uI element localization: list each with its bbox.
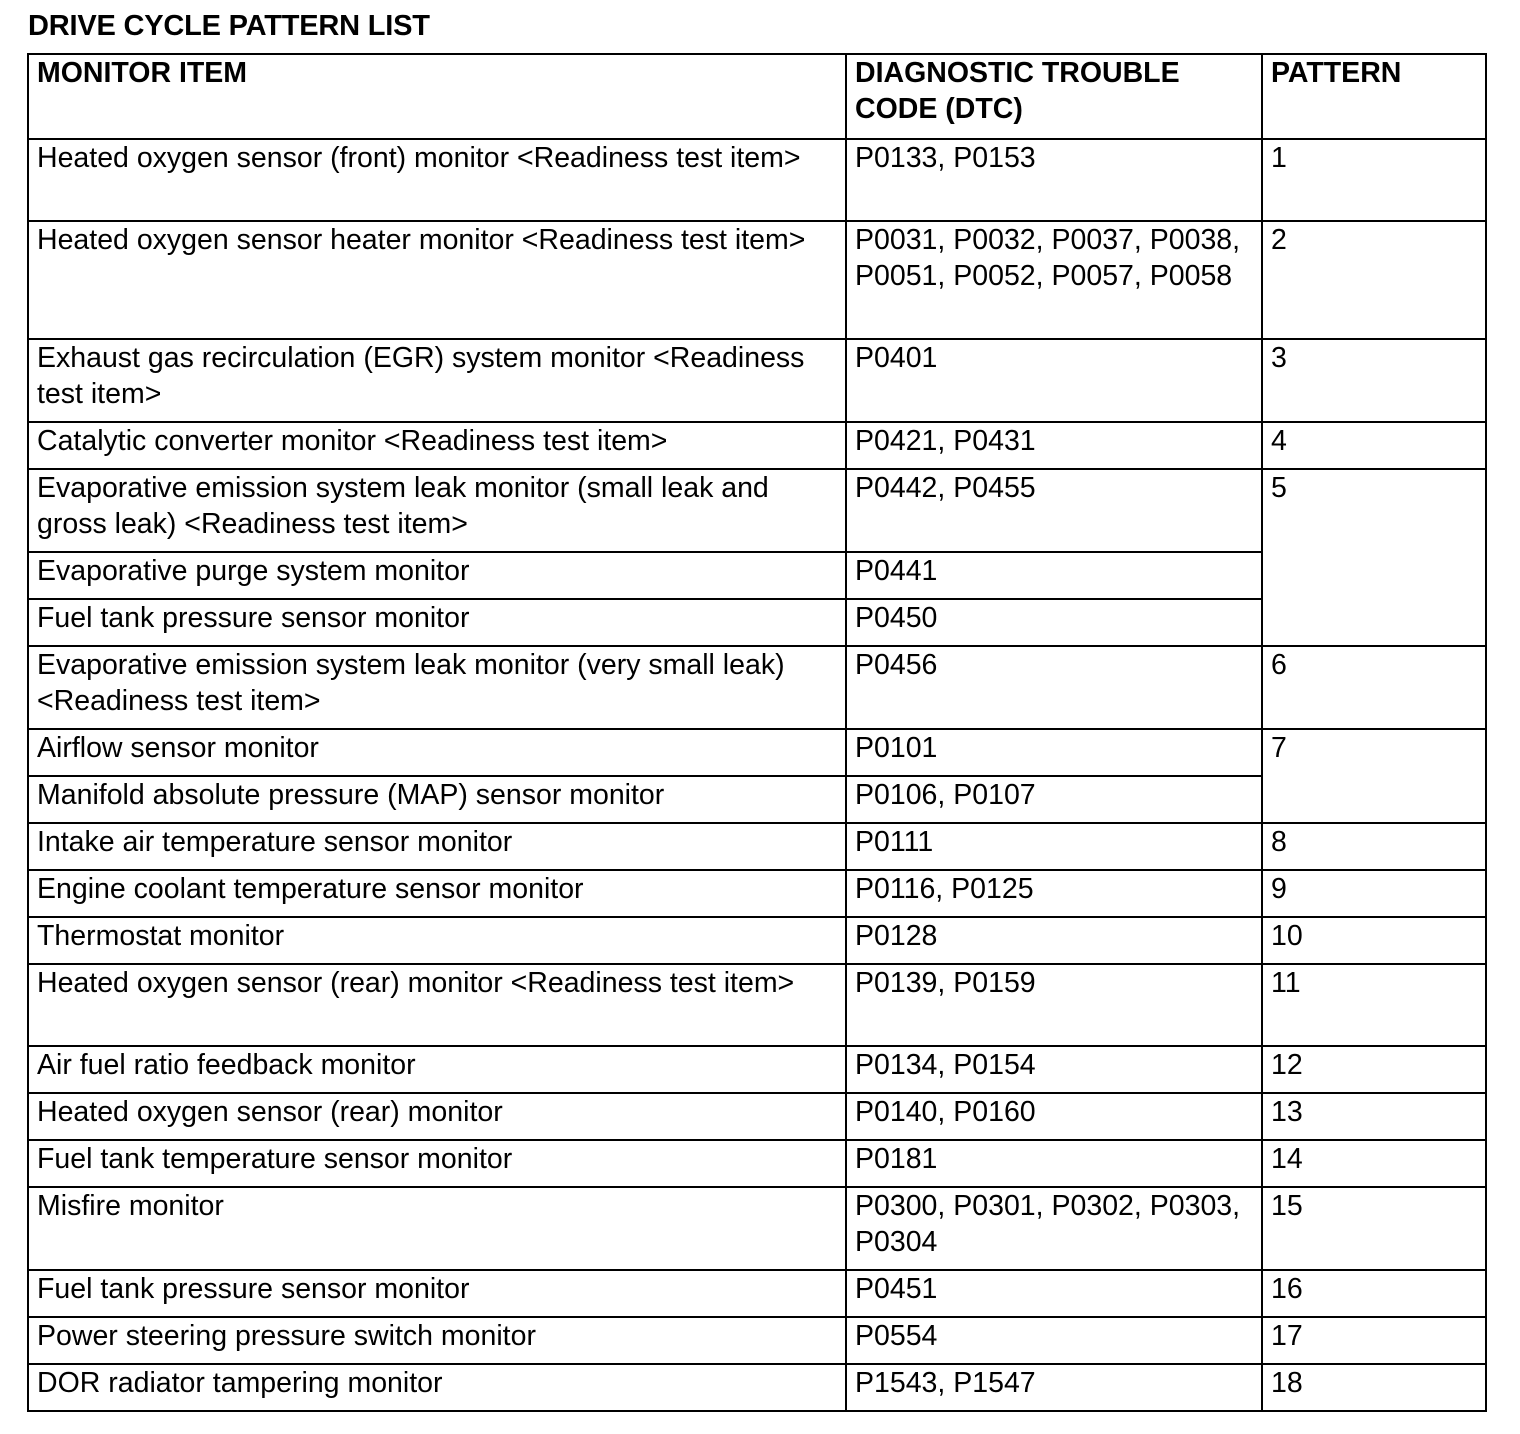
monitor-item-cell: Evaporative purge system monitor xyxy=(28,552,846,599)
table-header-row xyxy=(28,54,1486,139)
monitor-item-cell: Heated oxygen sensor (rear) monitor <Readiness test item> xyxy=(28,964,846,1046)
dtc-cell: P0111 xyxy=(846,823,1262,870)
dtc-cell: P0451 xyxy=(846,1270,1262,1317)
drive-cycle-table xyxy=(27,53,1487,1412)
pattern-cell: 11 xyxy=(1262,964,1486,1046)
monitor-item-cell: Evaporative emission system leak monitor (small leak and gross leak) <Readiness test item> xyxy=(28,469,846,552)
table-row xyxy=(28,469,1486,552)
pattern-cell: 14 xyxy=(1262,1140,1486,1187)
table-row xyxy=(28,139,1486,221)
monitor-item-cell: Air fuel ratio feedback monitor xyxy=(28,1046,846,1093)
monitor-item-cell: Fuel tank pressure sensor monitor xyxy=(28,599,846,646)
monitor-item-cell: Manifold absolute pressure (MAP) sensor monitor xyxy=(28,776,846,823)
dtc-cell: P0450 xyxy=(846,599,1262,646)
dtc-cell: P0442, P0455 xyxy=(846,469,1262,552)
pattern-cell: 4 xyxy=(1262,422,1486,469)
dtc-cell: P0181 xyxy=(846,1140,1262,1187)
pattern-cell: 13 xyxy=(1262,1093,1486,1140)
monitor-item-cell: Misfire monitor xyxy=(28,1187,846,1270)
dtc-cell: P0401 xyxy=(846,339,1262,422)
dtc-cell: P0421, P0431 xyxy=(846,422,1262,469)
pattern-cell: 8 xyxy=(1262,823,1486,870)
table-row xyxy=(28,964,1486,1046)
monitor-item-cell: Intake air temperature sensor monitor xyxy=(28,823,846,870)
dtc-cell: P0139, P0159 xyxy=(846,964,1262,1046)
pattern-cell: 15 xyxy=(1262,1187,1486,1270)
dtc-cell: P0133, P0153 xyxy=(846,139,1262,221)
monitor-item-cell: Thermostat monitor xyxy=(28,917,846,964)
pattern-cell: 2 xyxy=(1262,221,1486,339)
dtc-cell: P0128 xyxy=(846,917,1262,964)
monitor-item-cell: Catalytic converter monitor <Readiness test item> xyxy=(28,422,846,469)
table-row xyxy=(28,1270,1486,1317)
monitor-item-cell: Airflow sensor monitor xyxy=(28,729,846,776)
pattern-cell: 10 xyxy=(1262,917,1486,964)
table-row xyxy=(28,1364,1486,1411)
monitor-item-cell: Exhaust gas recirculation (EGR) system monitor <Readiness test item> xyxy=(28,339,846,422)
table-row xyxy=(28,221,1486,339)
pattern-cell: 17 xyxy=(1262,1317,1486,1364)
table-row xyxy=(28,1187,1486,1270)
dtc-cell: P0134, P0154 xyxy=(846,1046,1262,1093)
table-row xyxy=(28,1140,1486,1187)
pattern-cell: 9 xyxy=(1262,870,1486,917)
header-pattern: PATTERN xyxy=(1262,54,1486,139)
dtc-cell: P0106, P0107 xyxy=(846,776,1262,823)
pattern-cell: 6 xyxy=(1262,646,1486,729)
dtc-cell: P0441 xyxy=(846,552,1262,599)
pattern-cell: 16 xyxy=(1262,1270,1486,1317)
table-row xyxy=(28,823,1486,870)
table-row xyxy=(28,1046,1486,1093)
table-row xyxy=(28,339,1486,422)
table-row xyxy=(28,870,1486,917)
dtc-cell: P0031, P0032, P0037, P0038, P0051, P0052, P0057, P0058 xyxy=(846,221,1262,339)
dtc-cell: P0101 xyxy=(846,729,1262,776)
table-row xyxy=(28,1093,1486,1140)
monitor-item-cell: Heated oxygen sensor (rear) monitor xyxy=(28,1093,846,1140)
monitor-item-cell: Power steering pressure switch monitor xyxy=(28,1317,846,1364)
table-row xyxy=(28,729,1486,776)
table-row xyxy=(28,422,1486,469)
monitor-item-cell: Heated oxygen sensor heater monitor <Readiness test item> xyxy=(28,221,846,339)
pattern-cell: 12 xyxy=(1262,1046,1486,1093)
pattern-cell: 5 xyxy=(1262,469,1486,646)
monitor-item-cell: Fuel tank pressure sensor monitor xyxy=(28,1270,846,1317)
dtc-cell: P0140, P0160 xyxy=(846,1093,1262,1140)
monitor-item-cell: Fuel tank temperature sensor monitor xyxy=(28,1140,846,1187)
pattern-cell: 3 xyxy=(1262,339,1486,422)
table-row xyxy=(28,646,1486,729)
pattern-cell: 18 xyxy=(1262,1364,1486,1411)
table-row xyxy=(28,917,1486,964)
dtc-cell: P0456 xyxy=(846,646,1262,729)
monitor-item-cell: Heated oxygen sensor (front) monitor <Readiness test item> xyxy=(28,139,846,221)
monitor-item-cell: DOR radiator tampering monitor xyxy=(28,1364,846,1411)
monitor-item-cell: Evaporative emission system leak monitor (very small leak) <Readiness test item> xyxy=(28,646,846,729)
pattern-cell: 1 xyxy=(1262,139,1486,221)
header-dtc: DIAGNOSTIC TROUBLE CODE (DTC) xyxy=(846,54,1262,139)
dtc-cell: P0300, P0301, P0302, P0303, P0304 xyxy=(846,1187,1262,1270)
table-row xyxy=(28,1317,1486,1364)
page-title: DRIVE CYCLE PATTERN LIST xyxy=(28,10,430,42)
dtc-cell: P0116, P0125 xyxy=(846,870,1262,917)
dtc-cell: P0554 xyxy=(846,1317,1262,1364)
pattern-cell: 7 xyxy=(1262,729,1486,823)
monitor-item-cell: Engine coolant temperature sensor monitor xyxy=(28,870,846,917)
dtc-cell: P1543, P1547 xyxy=(846,1364,1262,1411)
header-monitor-item: MONITOR ITEM xyxy=(28,54,846,139)
